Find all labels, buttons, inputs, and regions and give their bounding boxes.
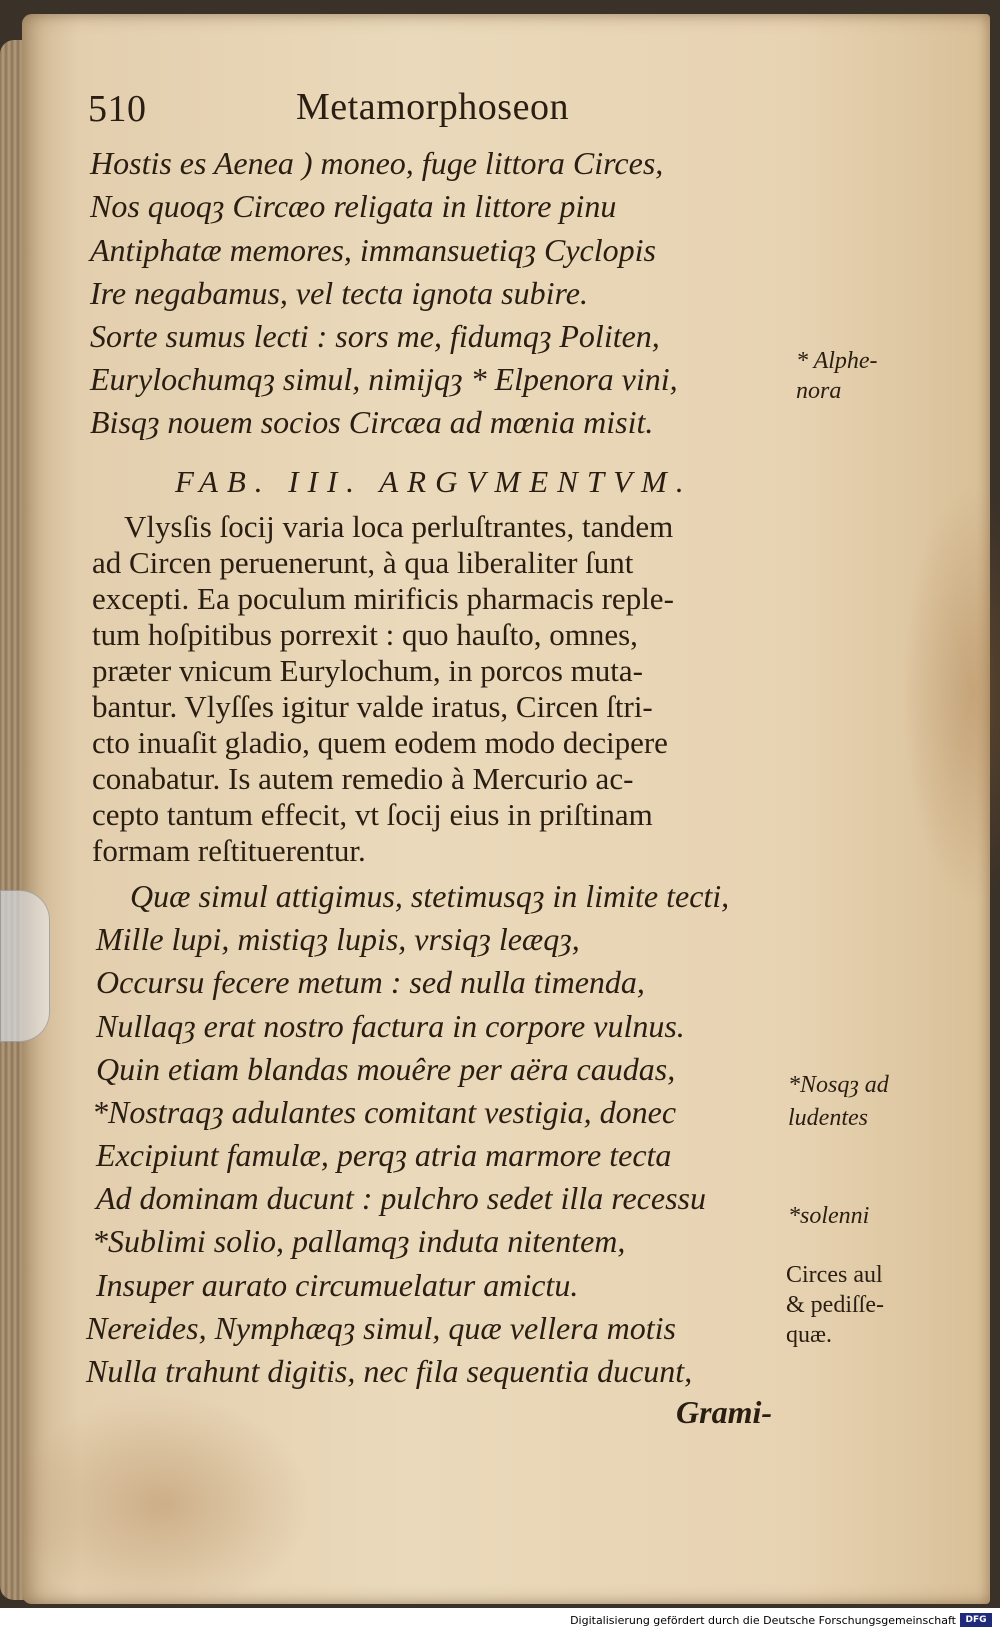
- verse-line: Ad dominam ducunt : pulchro sedet illa recessu: [96, 1180, 706, 1216]
- page-number: 510: [88, 88, 147, 130]
- verse-line: Nereides, Nymphæqȝ simul, quæ vellera motis: [86, 1310, 676, 1346]
- verse-line: Bisqȝ nouem socios Circæa ad mœnia misit.: [90, 404, 654, 440]
- verse-line: Insuper aurato circumuelatur amictu.: [96, 1267, 579, 1303]
- verse-line: Antiphatæ memores, immansuetiqȝ Cyclopis: [90, 232, 656, 268]
- marginal-note: nora: [796, 378, 842, 404]
- argument-line: excepti. Ea poculum mirificis pharmacis reple-: [92, 581, 674, 616]
- verse-line: Quin etiam blandas mouêre per aëra caudas,: [96, 1051, 676, 1087]
- argument-line: cepto tantum effecit, vt ſocij eius in priſtinam: [92, 797, 653, 832]
- book-clasp: [0, 890, 50, 1042]
- argument-line: formam reſtituerentur.: [92, 833, 366, 868]
- argument-line: Vlysſis ſocij varia loca perluſtrantes, tandem: [124, 509, 674, 544]
- argument-line: conabatur. Is autem remedio à Mercurio ac-: [92, 761, 634, 796]
- marginal-note: ludentes: [788, 1105, 868, 1131]
- verse-line: Nos quoqȝ Circæo religata in littore pinu: [90, 188, 617, 224]
- verse-line: Occursu fecere metum : sed nulla timenda,: [96, 964, 645, 1000]
- verse-line: Excipiunt famulæ, perqȝ atria marmore tecta: [96, 1137, 672, 1173]
- marginal-note: & pediſſe-: [786, 1292, 884, 1318]
- argument-line: ad Circen peruenerunt, à qua liberaliter ſunt: [92, 545, 634, 580]
- argument-line: cto inuaſit gladio, quem eodem modo decipere: [92, 725, 668, 760]
- running-title: Metamorphoseon: [296, 86, 569, 128]
- dfg-logo: DFG: [960, 1613, 992, 1627]
- verse-line: Eurylochumqȝ simul, nimijqȝ * Elpenora vini,: [90, 361, 678, 397]
- stain-mark: [12, 1394, 312, 1608]
- verse-line: Ire negabamus, vel tecta ignota subire.: [90, 275, 588, 311]
- stain-mark: [902, 484, 1000, 904]
- verse-line: Sorte sumus lecti : sors me, fidumqȝ Politen,: [90, 318, 660, 354]
- marginal-note: *Nosqȝ ad: [788, 1072, 889, 1098]
- verse-line: Nullaqȝ erat nostro factura in corpore vulnus.: [96, 1008, 685, 1044]
- argument-line: præter vnicum Eurylochum, in porcos muta-: [92, 653, 643, 688]
- marginal-note: quæ.: [786, 1322, 833, 1348]
- marginal-note: Circes aul: [786, 1262, 883, 1288]
- verse-line: Hostis es Aenea ) moneo, fuge littora Circes,: [90, 145, 664, 181]
- verse-line: Quæ simul attigimus, stetimusqȝ in limite tecti,: [130, 878, 730, 914]
- argument-heading: FAB. III. ARGVMENTVM.: [175, 464, 693, 499]
- catchword: Grami-: [676, 1394, 772, 1430]
- argument-line: tum hoſpitibus porrexit : quo hauſto, omnes,: [92, 617, 638, 652]
- verse-line: *Nostraqȝ adulantes comitant vestigia, donec: [92, 1094, 677, 1130]
- footer-credit: Digitalisierung gefördert durch die Deutsche Forschungsgemeinschaft: [570, 1614, 956, 1627]
- marginal-note: *solenni: [788, 1203, 870, 1229]
- verse-line: Mille lupi, mistiqȝ lupis, vrsiqȝ leæqȝ,: [96, 921, 580, 957]
- verse-line: Nulla trahunt digitis, nec fila sequentia ducunt,: [86, 1353, 693, 1389]
- verse-line: *Sublimi solio, pallamqȝ induta nitentem,: [92, 1223, 626, 1259]
- argument-line: bantur. Vlyſſes igitur valde iratus, Circen ſtri-: [92, 689, 653, 724]
- marginal-note: * Alphe-: [796, 348, 878, 374]
